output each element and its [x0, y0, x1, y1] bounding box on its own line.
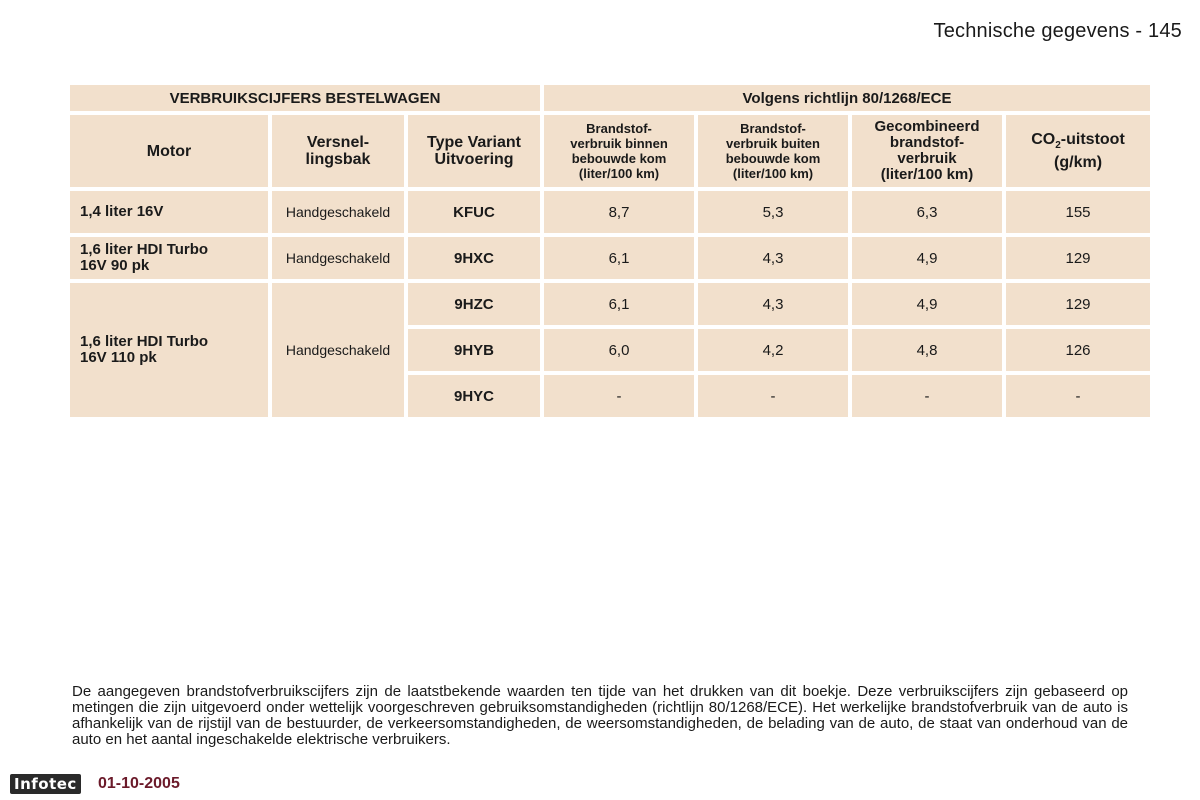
table-title-left: VERBRUIKSCIJFERS BESTELWAGEN — [70, 85, 540, 111]
footnote-text: De aangegeven brandstofverbruikscijfers zijn de laatstbekende waarden ten tijde van het drukken van dit boekje. Deze verbruikscijfers zijn gebaseerd op metingen die zijn uitgevoerd onder wettelijk voorgeschreven gebruiksomstandigheden (richtlijn 80/1268/ECE). Het werkelijke brandstofverbruik van de auto is afhankelijk van de rijstijl van de bestuurder, de verkeersomstandigheden, de weersomstandigheden, de belading van de auto, de staat van onderhoud van de auto en het aantal ingeschakelde elektrische verbruikers. — [72, 683, 1128, 748]
gearbox-cell: Handgeschakeld — [272, 283, 404, 417]
table-row — [70, 237, 1150, 279]
combined-cell: 4,8 — [852, 329, 1002, 371]
page-header: Technische gegevens - 145 — [933, 20, 1182, 42]
combined-cell: 4,9 — [852, 283, 1002, 325]
gearbox-cell: Handgeschakeld — [272, 191, 404, 233]
co2-cell: - — [1006, 375, 1150, 417]
extra-urban-cell: - — [698, 375, 848, 417]
infotec-logo: Infotec — [10, 774, 81, 794]
type-cell: 9HXC — [408, 237, 540, 279]
co2-cell: 129 — [1006, 283, 1150, 325]
fuel-consumption-table — [66, 81, 1154, 421]
urban-cell: 6,1 — [544, 237, 694, 279]
motor-cell: 1,6 liter HDI Turbo 16V 110 pk — [70, 283, 268, 417]
co2-cell: 126 — [1006, 329, 1150, 371]
header-combined: Gecombineerd brandstof- verbruik (liter/100 km) — [852, 115, 1002, 187]
extra-urban-cell: 4,3 — [698, 237, 848, 279]
urban-cell: - — [544, 375, 694, 417]
header-gearbox: Versnel- lingsbak — [272, 115, 404, 187]
table-title-right: Volgens richtlijn 80/1268/ECE — [544, 85, 1150, 111]
co2-cell: 155 — [1006, 191, 1150, 233]
urban-cell: 6,0 — [544, 329, 694, 371]
urban-cell: 6,1 — [544, 283, 694, 325]
co2-cell: 129 — [1006, 237, 1150, 279]
combined-cell: 6,3 — [852, 191, 1002, 233]
gearbox-cell: Handgeschakeld — [272, 237, 404, 279]
header-urban: Brandstof- verbruik binnen bebouwde kom (liter/100 km) — [544, 115, 694, 187]
extra-urban-cell: 5,3 — [698, 191, 848, 233]
type-cell: 9HYC — [408, 375, 540, 417]
header-motor: Motor — [70, 115, 268, 187]
header-extra-urban: Brandstof- verbruik buiten bebouwde kom (liter/100 km) — [698, 115, 848, 187]
table-row — [70, 283, 1150, 325]
footer-date: 01-10-2005 — [98, 775, 180, 792]
combined-cell: 4,9 — [852, 237, 1002, 279]
type-cell: 9HYB — [408, 329, 540, 371]
motor-cell: 1,4 liter 16V — [70, 191, 268, 233]
motor-cell: 1,6 liter HDI Turbo 16V 90 pk — [70, 237, 268, 279]
extra-urban-cell: 4,2 — [698, 329, 848, 371]
extra-urban-cell: 4,3 — [698, 283, 848, 325]
urban-cell: 8,7 — [544, 191, 694, 233]
header-type: Type Variant Uitvoering — [408, 115, 540, 187]
header-co2: $CO_2$-uitstoot (g/km) — [1006, 115, 1150, 187]
table-row — [70, 191, 1150, 233]
type-cell: 9HZC — [408, 283, 540, 325]
type-cell: KFUC — [408, 191, 540, 233]
combined-cell: - — [852, 375, 1002, 417]
